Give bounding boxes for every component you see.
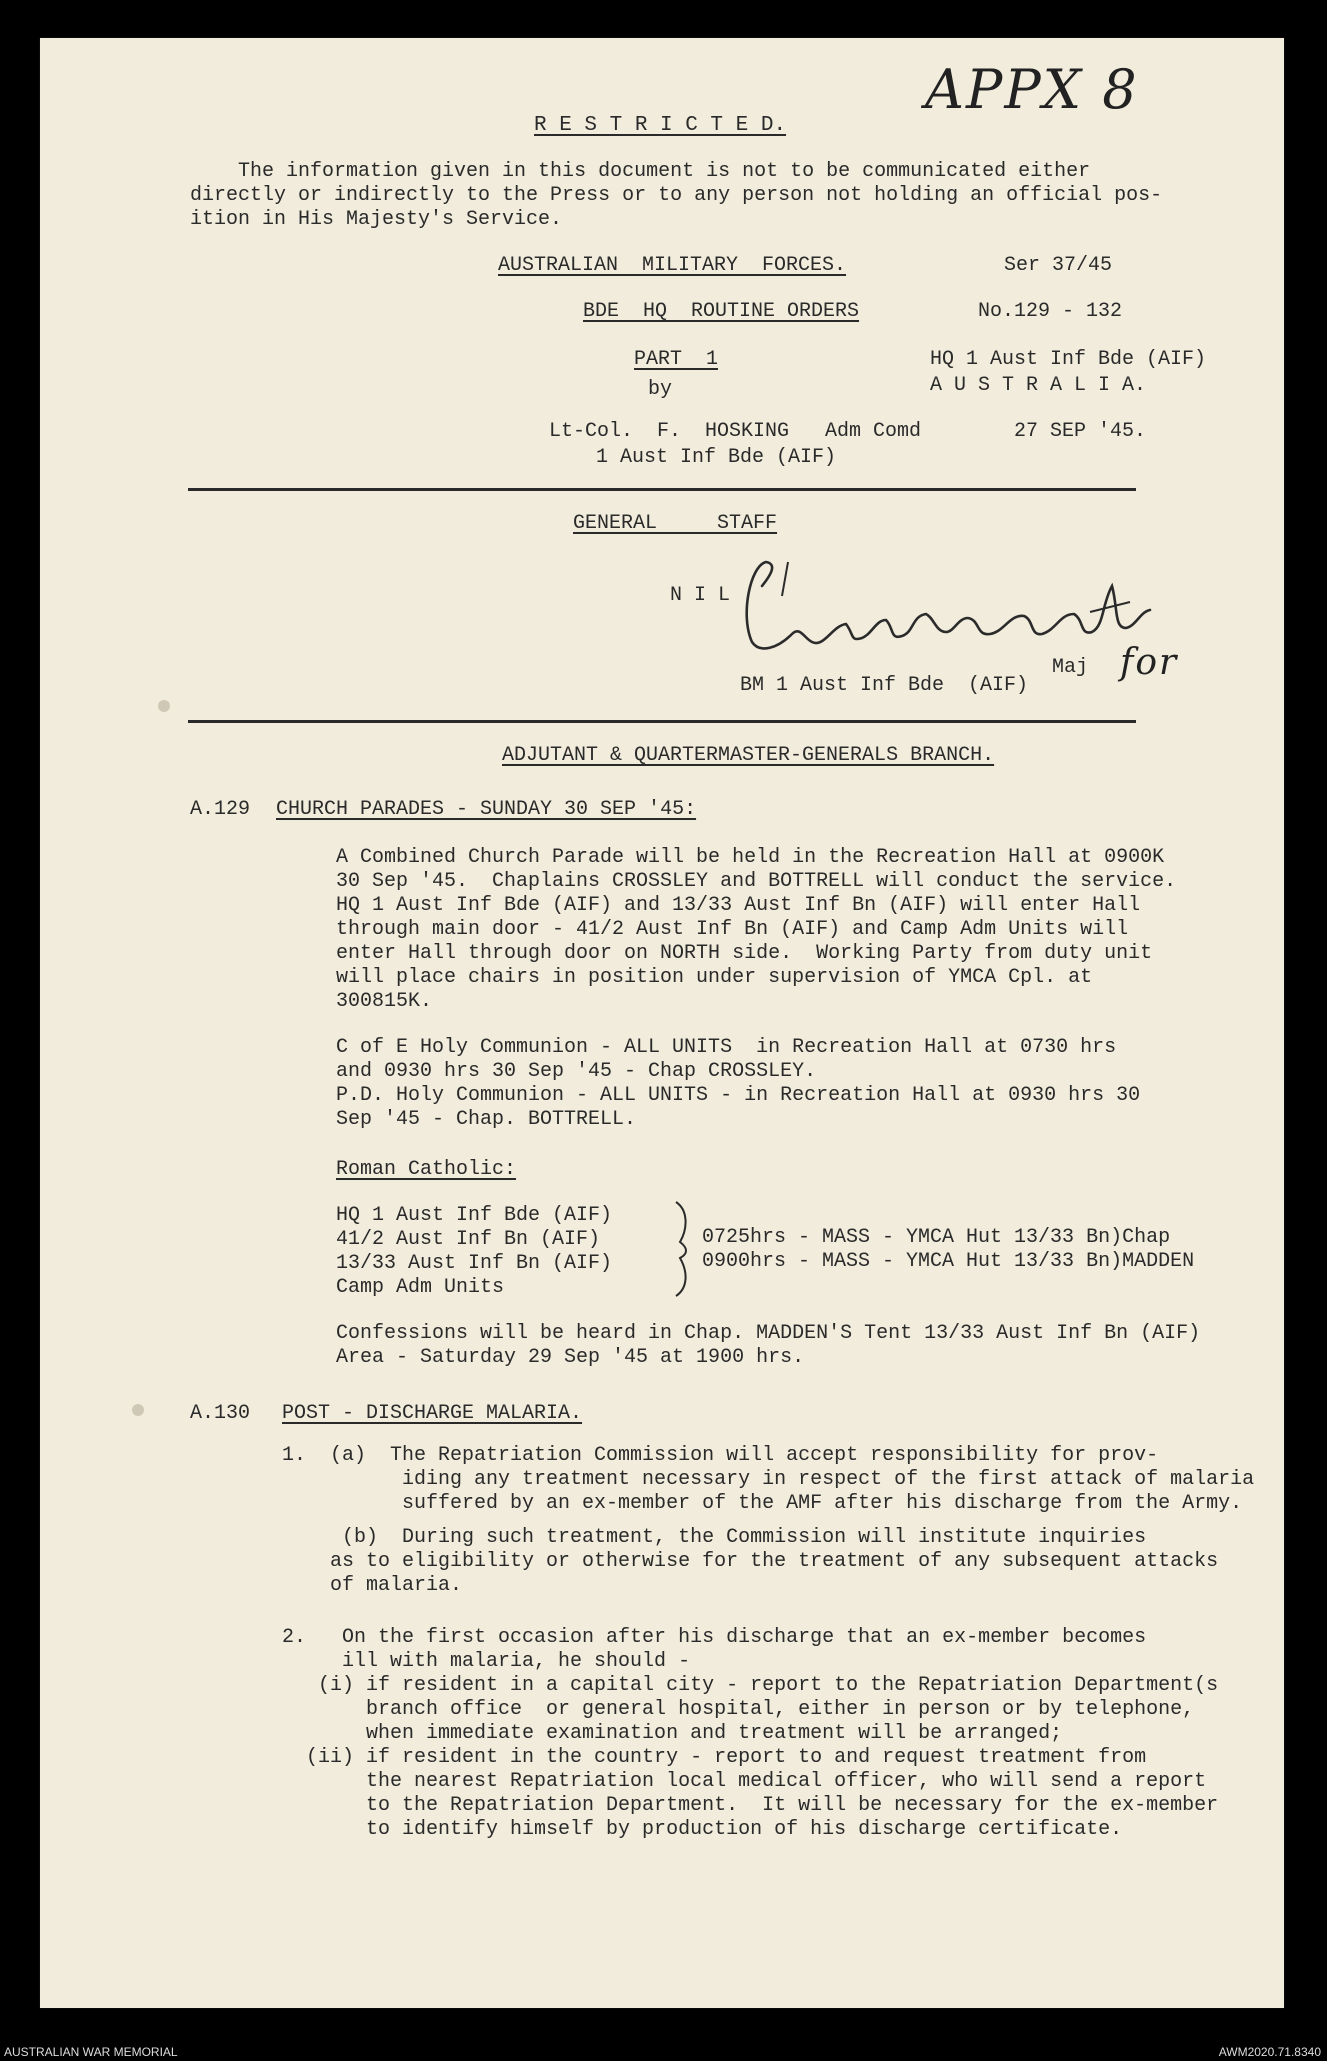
- paragraph-line: to identify himself by production of his discharge certificate.: [282, 1818, 1123, 1841]
- punch-hole-bottom: [132, 1404, 144, 1416]
- commander-unit: 1 Aust Inf Bde (AIF): [596, 446, 837, 469]
- footer-accession-number: AWM2020.71.8340: [1218, 2045, 1321, 2059]
- paragraph-line: 300815K.: [336, 990, 433, 1013]
- punch-hole-top: [158, 700, 170, 712]
- aqmg-heading: ADJUTANT & QUARTERMASTER-GENERALS BRANCH.: [502, 744, 995, 767]
- serial-number: Ser 37/45: [1004, 254, 1113, 277]
- appendix-annotation: APPX 8: [925, 58, 1139, 121]
- rc-unit: HQ 1 Aust Inf Bde (AIF): [336, 1204, 613, 1227]
- footer-archive-name: AUSTRALIAN WAR MEMORIAL: [4, 2045, 178, 2059]
- paragraph-line: 2. On the first occasion after his discharge that an ex-member becomes: [282, 1626, 1147, 1649]
- paragraph-line: through main door - 41/2 Aust Inf Bn (AIF) and Camp Adm Units will: [336, 918, 1129, 941]
- paragraph-line: and 0930 hrs 30 Sep '45 - Chap CROSSLEY.: [336, 1060, 817, 1083]
- paragraph-line: iding any treatment necessary in respect of the first attack of malaria: [282, 1468, 1255, 1491]
- by-label: by: [648, 378, 673, 401]
- order-date: 27 SEP '45.: [1014, 420, 1147, 443]
- paragraph-line: HQ 1 Aust Inf Bde (AIF) and 13/33 Aust Inf Bn (AIF) will enter Hall: [336, 894, 1141, 917]
- commander-name: Lt-Col. F. HOSKING Adm Comd: [549, 420, 922, 443]
- order-numbers: No.129 - 132: [978, 300, 1123, 323]
- routine-orders-heading: BDE HQ ROUTINE ORDERS: [583, 300, 860, 323]
- paragraph-line: (i) if resident in a capital city - report to the Repatriation Department(s: [282, 1674, 1219, 1697]
- roman-catholic-heading: Roman Catholic:: [336, 1158, 517, 1181]
- paragraph-line: of malaria.: [282, 1574, 463, 1597]
- paragraph-line: when immediate examination and treatment will be arranged;: [282, 1722, 1063, 1745]
- rc-unit: 13/33 Aust Inf Bn (AIF): [336, 1252, 613, 1275]
- paragraph-line: P.D. Holy Communion - ALL UNITS - in Recreation Hall at 0930 hrs 30: [336, 1084, 1141, 1107]
- section-title-a130: POST - DISCHARGE MALARIA.: [282, 1402, 583, 1425]
- paragraph-line: 30 Sep '45. Chaplains CROSSLEY and BOTTRELL will conduct the service.: [336, 870, 1177, 893]
- paragraph-line: will place chairs in position under supervision of YMCA Cpl. at: [336, 966, 1093, 989]
- section-title-a129: CHURCH PARADES - SUNDAY 30 SEP '45:: [276, 798, 697, 821]
- paragraph-line: enter Hall through door on NORTH side. Working Party from duty unit: [336, 942, 1153, 965]
- paragraph-line: (ii) if resident in the country - report to and request treatment from: [282, 1746, 1147, 1769]
- paragraph-line: ill with malaria, he should -: [282, 1650, 691, 1673]
- paragraph-line: A Combined Church Parade will be held in the Recreation Hall at 0900K: [336, 846, 1165, 869]
- nil-text: N I L: [670, 584, 731, 607]
- brace-bracket: [668, 1198, 698, 1298]
- restricted-heading: R E S T R I C T E D.: [534, 114, 787, 137]
- paragraph-line: C of E Holy Communion - ALL UNITS in Recreation Hall at 0730 hrs: [336, 1036, 1117, 1059]
- notice-line: The information given in this document is not to be communicated either: [190, 160, 1091, 183]
- australia-label: A U S T R A L I A.: [930, 374, 1147, 397]
- paragraph-line: Confessions will be heard in Chap. MADDEN'S Tent 13/33 Aust Inf Bn (AIF): [336, 1322, 1201, 1345]
- paragraph-line: (b) During such treatment, the Commission will institute inquiries: [282, 1526, 1147, 1549]
- signature-title: BM 1 Aust Inf Bde (AIF): [740, 674, 1029, 697]
- paragraph-line: to the Repatriation Department. It will be necessary for the ex-member: [282, 1794, 1219, 1817]
- signature-rank: Maj: [1052, 656, 1089, 679]
- divider-line: [188, 488, 1136, 491]
- paragraph-line: suffered by an ex-member of the AMF after his discharge from the Army.: [282, 1492, 1243, 1515]
- paragraph-line: as to eligibility or otherwise for the treatment of any subsequent attacks: [282, 1550, 1219, 1573]
- notice-line: ition in His Majesty's Service.: [190, 208, 563, 231]
- notice-line: directly or indirectly to the Press or to any person not holding an official pos-: [190, 184, 1163, 207]
- forces-heading: AUSTRALIAN MILITARY FORCES.: [498, 254, 847, 277]
- section-number-a129: A.129: [190, 798, 251, 821]
- paragraph-line: 1. (a) The Repatriation Commission will accept responsibility for prov-: [282, 1444, 1159, 1467]
- divider-line: [188, 720, 1136, 723]
- paragraph-line: branch office or general hospital, either in person or by telephone,: [282, 1698, 1195, 1721]
- part-heading: PART 1: [634, 348, 719, 371]
- rc-unit: Camp Adm Units: [336, 1276, 505, 1299]
- mass-line: 0900hrs - MASS - YMCA Hut 13/33 Bn)MADDEN: [702, 1250, 1195, 1273]
- rc-unit: 41/2 Aust Inf Bn (AIF): [336, 1228, 601, 1251]
- section-number-a130: A.130: [190, 1402, 251, 1425]
- signature-for: for: [1120, 642, 1179, 683]
- general-staff-heading: GENERAL STAFF: [573, 512, 778, 535]
- paragraph-line: Area - Saturday 29 Sep '45 at 1900 hrs.: [336, 1346, 805, 1369]
- hq-label: HQ 1 Aust Inf Bde (AIF): [930, 348, 1207, 371]
- mass-line: 0725hrs - MASS - YMCA Hut 13/33 Bn)Chap: [702, 1226, 1171, 1249]
- paragraph-line: the nearest Repatriation local medical officer, who will send a report: [282, 1770, 1207, 1793]
- paragraph-line: Sep '45 - Chap. BOTTRELL.: [336, 1108, 637, 1131]
